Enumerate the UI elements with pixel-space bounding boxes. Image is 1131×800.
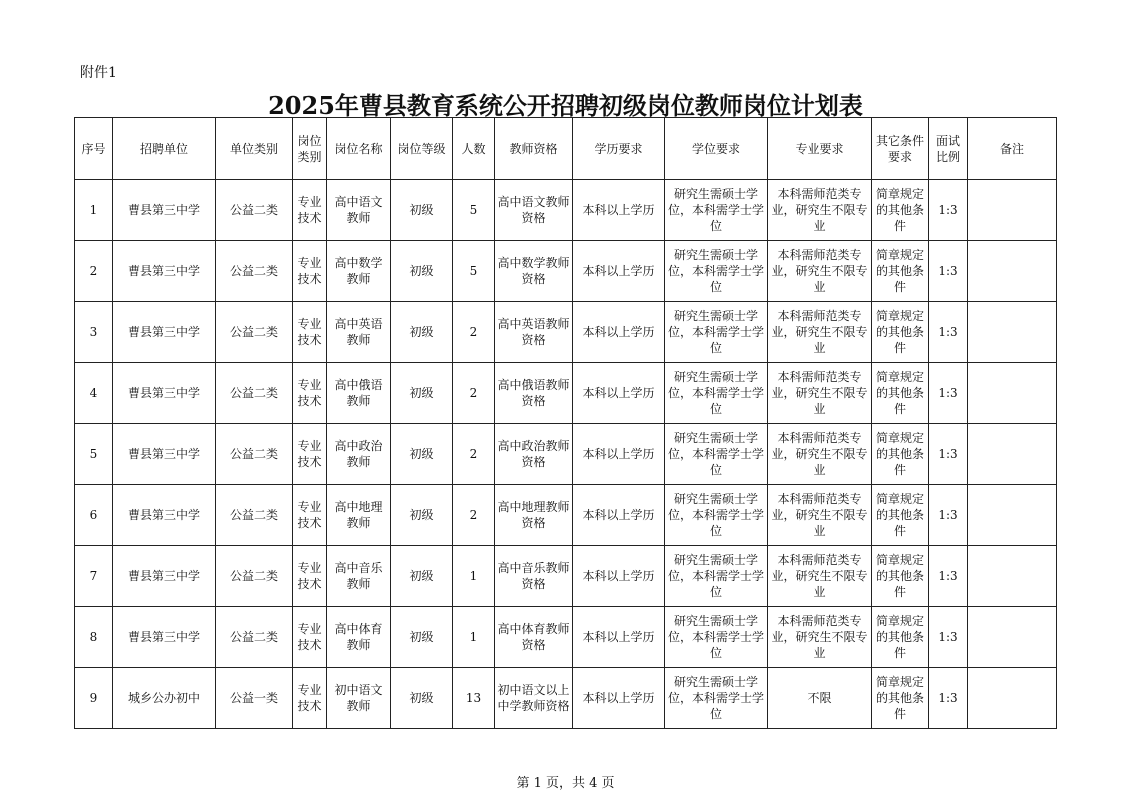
page-footer: 第 1 页，共 4 页: [516, 776, 615, 791]
cell-note: [968, 668, 1057, 729]
header-post-name: 岗位名称: [327, 118, 391, 180]
cell-note: [968, 485, 1057, 546]
cell-level: 初级: [391, 424, 453, 485]
cell-unit-type: 公益二类: [216, 241, 293, 302]
cell-qualification: 高中政治教师资格: [495, 424, 573, 485]
cell-post-type: 专业技术: [293, 485, 327, 546]
cell-ratio: 1:3: [929, 180, 968, 241]
header-note: 备注: [968, 118, 1057, 180]
cell-level: 初级: [391, 180, 453, 241]
cell-level: 初级: [391, 302, 453, 363]
table-row: [75, 180, 1057, 241]
cell-unit-type: 公益二类: [216, 363, 293, 424]
cell-unit-type: 公益二类: [216, 607, 293, 668]
cell-seq: 6: [75, 485, 113, 546]
cell-unit: 城乡公办初中: [113, 668, 216, 729]
cell-note: [968, 546, 1057, 607]
cell-unit: 曹县第三中学: [113, 302, 216, 363]
cell-seq: 2: [75, 241, 113, 302]
cell-education: 本科以上学历: [573, 485, 665, 546]
cell-count: 5: [453, 180, 495, 241]
cell-unit: 曹县第三中学: [113, 424, 216, 485]
cell-degree: 研究生需硕士学位，本科需学士学位: [665, 241, 768, 302]
cell-ratio: 1:3: [929, 363, 968, 424]
cell-ratio: 1:3: [929, 241, 968, 302]
cell-degree: 研究生需硕士学位，本科需学士学位: [665, 424, 768, 485]
cell-major: 本科需师范类专业，研究生不限专业: [768, 485, 872, 546]
header-count: 人数: [453, 118, 495, 180]
cell-count: 1: [453, 607, 495, 668]
cell-post-type: 专业技术: [293, 668, 327, 729]
cell-unit-type: 公益二类: [216, 180, 293, 241]
cell-level: 初级: [391, 485, 453, 546]
cell-seq: 3: [75, 302, 113, 363]
recruitment-plan-table: [74, 117, 1057, 729]
cell-education: 本科以上学历: [573, 546, 665, 607]
cell-major: 本科需师范类专业，研究生不限专业: [768, 363, 872, 424]
cell-unit: 曹县第三中学: [113, 241, 216, 302]
cell-qualification: 高中俄语教师资格: [495, 363, 573, 424]
cell-count: 2: [453, 485, 495, 546]
cell-note: [968, 180, 1057, 241]
cell-education: 本科以上学历: [573, 424, 665, 485]
cell-qualification: 高中数学教师资格: [495, 241, 573, 302]
cell-qualification: 高中语文教师资格: [495, 180, 573, 241]
cell-seq: 1: [75, 180, 113, 241]
header-major: 专业要求: [768, 118, 872, 180]
cell-count: 2: [453, 302, 495, 363]
cell-unit-type: 公益二类: [216, 424, 293, 485]
cell-post-name: 高中数学教师: [327, 241, 391, 302]
cell-post-name: 高中政治教师: [327, 424, 391, 485]
cell-unit: 曹县第三中学: [113, 546, 216, 607]
cell-education: 本科以上学历: [573, 302, 665, 363]
cell-level: 初级: [391, 607, 453, 668]
table-row: [75, 302, 1057, 363]
cell-unit-type: 公益二类: [216, 546, 293, 607]
cell-major: 本科需师范类专业，研究生不限专业: [768, 241, 872, 302]
cell-post-type: 专业技术: [293, 424, 327, 485]
cell-count: 13: [453, 668, 495, 729]
cell-other: 简章规定的其他条件: [872, 363, 929, 424]
page-title: 2025年曹县教育系统公开招聘初级岗位教师岗位计划表: [268, 91, 863, 120]
cell-post-name: 初中语文教师: [327, 668, 391, 729]
header-level: 岗位等级: [391, 118, 453, 180]
table-row: [75, 363, 1057, 424]
cell-unit-type: 公益一类: [216, 668, 293, 729]
cell-post-type: 专业技术: [293, 363, 327, 424]
cell-ratio: 1:3: [929, 485, 968, 546]
cell-post-type: 专业技术: [293, 607, 327, 668]
header-degree: 学位要求: [665, 118, 768, 180]
cell-education: 本科以上学历: [573, 180, 665, 241]
cell-post-name: 高中体育教师: [327, 607, 391, 668]
cell-major: 本科需师范类专业，研究生不限专业: [768, 302, 872, 363]
cell-unit-type: 公益二类: [216, 302, 293, 363]
cell-ratio: 1:3: [929, 302, 968, 363]
cell-seq: 8: [75, 607, 113, 668]
cell-degree: 研究生需硕士学位，本科需学士学位: [665, 668, 768, 729]
cell-unit: 曹县第三中学: [113, 485, 216, 546]
cell-education: 本科以上学历: [573, 363, 665, 424]
cell-major: 本科需师范类专业，研究生不限专业: [768, 607, 872, 668]
cell-degree: 研究生需硕士学位，本科需学士学位: [665, 485, 768, 546]
table-row: [75, 607, 1057, 668]
header-seq: 序号: [75, 118, 113, 180]
header-row: [75, 118, 1057, 180]
cell-seq: 5: [75, 424, 113, 485]
cell-unit: 曹县第三中学: [113, 180, 216, 241]
cell-note: [968, 302, 1057, 363]
cell-post-type: 专业技术: [293, 546, 327, 607]
cell-degree: 研究生需硕士学位，本科需学士学位: [665, 180, 768, 241]
header-unit-type: 单位类别: [216, 118, 293, 180]
cell-education: 本科以上学历: [573, 607, 665, 668]
cell-post-name: 高中语文教师: [327, 180, 391, 241]
attachment-label: 附件1: [80, 65, 117, 81]
cell-other: 简章规定的其他条件: [872, 302, 929, 363]
cell-seq: 7: [75, 546, 113, 607]
table-row: [75, 485, 1057, 546]
cell-level: 初级: [391, 241, 453, 302]
cell-other: 简章规定的其他条件: [872, 241, 929, 302]
table-row: [75, 546, 1057, 607]
cell-qualification: 高中音乐教师资格: [495, 546, 573, 607]
cell-seq: 4: [75, 363, 113, 424]
cell-ratio: 1:3: [929, 668, 968, 729]
cell-post-type: 专业技术: [293, 302, 327, 363]
cell-qualification: 高中体育教师资格: [495, 607, 573, 668]
cell-degree: 研究生需硕士学位，本科需学士学位: [665, 607, 768, 668]
table-row: [75, 424, 1057, 485]
cell-other: 简章规定的其他条件: [872, 424, 929, 485]
table-row: [75, 241, 1057, 302]
cell-count: 1: [453, 546, 495, 607]
cell-note: [968, 241, 1057, 302]
header-post-type: 岗位类别: [293, 118, 327, 180]
cell-major: 本科需师范类专业，研究生不限专业: [768, 424, 872, 485]
cell-major: 不限: [768, 668, 872, 729]
cell-degree: 研究生需硕士学位，本科需学士学位: [665, 363, 768, 424]
cell-ratio: 1:3: [929, 424, 968, 485]
cell-other: 简章规定的其他条件: [872, 607, 929, 668]
cell-degree: 研究生需硕士学位，本科需学士学位: [665, 302, 768, 363]
cell-seq: 9: [75, 668, 113, 729]
cell-count: 2: [453, 424, 495, 485]
header-ratio: 面试比例: [929, 118, 968, 180]
cell-other: 简章规定的其他条件: [872, 180, 929, 241]
cell-note: [968, 363, 1057, 424]
cell-education: 本科以上学历: [573, 241, 665, 302]
cell-unit: 曹县第三中学: [113, 363, 216, 424]
cell-post-type: 专业技术: [293, 180, 327, 241]
cell-note: [968, 607, 1057, 668]
cell-qualification: 高中地理教师资格: [495, 485, 573, 546]
cell-qualification: 高中英语教师资格: [495, 302, 573, 363]
cell-count: 5: [453, 241, 495, 302]
cell-level: 初级: [391, 546, 453, 607]
cell-major: 本科需师范类专业，研究生不限专业: [768, 180, 872, 241]
cell-ratio: 1:3: [929, 607, 968, 668]
header-other: 其它条件要求: [872, 118, 929, 180]
cell-ratio: 1:3: [929, 546, 968, 607]
cell-post-name: 高中地理教师: [327, 485, 391, 546]
header-qualification: 教师资格: [495, 118, 573, 180]
table-row: [75, 668, 1057, 729]
cell-post-name: 高中俄语教师: [327, 363, 391, 424]
cell-qualification: 初中语文以上中学教师资格: [495, 668, 573, 729]
cell-major: 本科需师范类专业，研究生不限专业: [768, 546, 872, 607]
cell-other: 简章规定的其他条件: [872, 546, 929, 607]
table-body: [75, 180, 1057, 729]
cell-level: 初级: [391, 668, 453, 729]
cell-level: 初级: [391, 363, 453, 424]
cell-other: 简章规定的其他条件: [872, 668, 929, 729]
cell-post-type: 专业技术: [293, 241, 327, 302]
cell-other: 简章规定的其他条件: [872, 485, 929, 546]
header-education: 学历要求: [573, 118, 665, 180]
cell-post-name: 高中英语教师: [327, 302, 391, 363]
cell-note: [968, 424, 1057, 485]
cell-count: 2: [453, 363, 495, 424]
cell-degree: 研究生需硕士学位，本科需学士学位: [665, 546, 768, 607]
cell-unit: 曹县第三中学: [113, 607, 216, 668]
cell-post-name: 高中音乐教师: [327, 546, 391, 607]
cell-unit-type: 公益二类: [216, 485, 293, 546]
cell-education: 本科以上学历: [573, 668, 665, 729]
header-unit: 招聘单位: [113, 118, 216, 180]
